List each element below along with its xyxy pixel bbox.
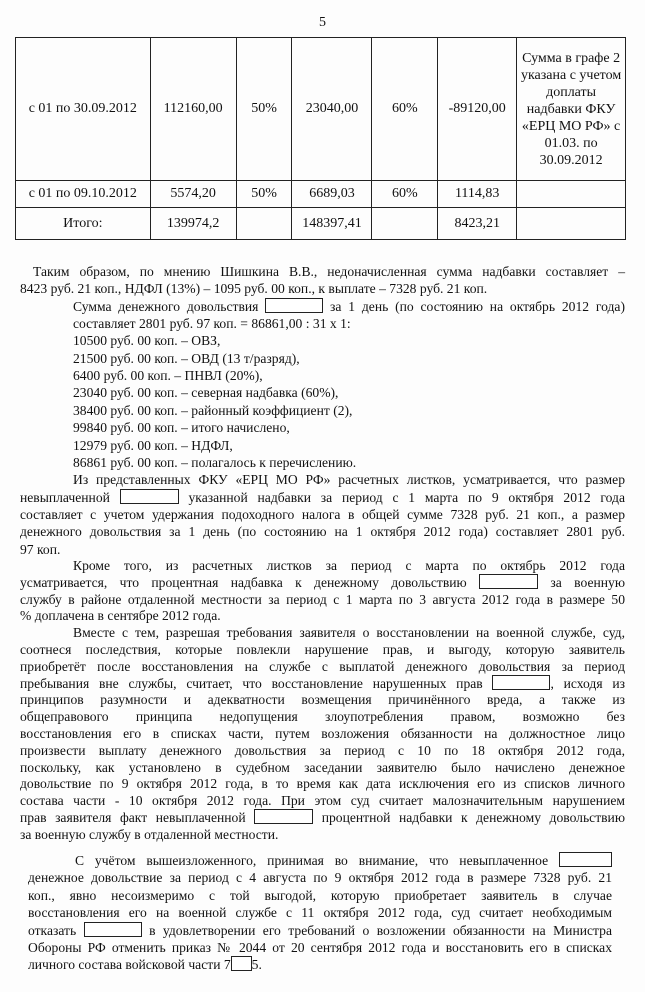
payment-table bbox=[15, 37, 626, 240]
text-segment: Сумма денежного довольствия bbox=[73, 298, 266, 314]
text-segment: С учётом вышеизложенного, принимая во внимание, что невыплаченное bbox=[75, 853, 559, 868]
text-segment: 38400 руб. 00 коп. – районный коэффициент (2), bbox=[73, 402, 353, 418]
text-segment: личного состава войсковой части 7 bbox=[28, 957, 231, 973]
total-label-cell: Итого: bbox=[16, 208, 151, 240]
text-segment: 5. bbox=[251, 957, 262, 973]
text-segment: за 1 день (по состоянию на октябрь 2012 года) bbox=[323, 298, 625, 314]
text-segment: довольствие по 9 октября 2012 года, в то время как дата исключения его из списков личного bbox=[20, 776, 625, 792]
text-line bbox=[28, 904, 612, 921]
text-segment: 99840 руб. 00 коп. – итого начислено, bbox=[73, 420, 290, 436]
note-cell bbox=[517, 181, 626, 208]
text-line bbox=[20, 574, 625, 591]
amount-cell: 139974,2 bbox=[150, 208, 236, 240]
text-line bbox=[73, 471, 625, 488]
table-row bbox=[16, 181, 626, 208]
difference-cell: 1114,83 bbox=[438, 181, 517, 208]
text-segment: 8423 руб. 21 коп., НДФЛ (13%) – 1095 руб. 00 коп., к выплате – 7328 руб. 21 коп. bbox=[20, 281, 488, 297]
redacted-name-box bbox=[120, 489, 179, 504]
text-line bbox=[73, 437, 625, 454]
text-line bbox=[20, 541, 625, 558]
text-segment: 86861 руб. 00 коп. – полагалось к перечислению. bbox=[73, 454, 357, 470]
text-line bbox=[20, 708, 625, 725]
redacted-name-box bbox=[231, 956, 252, 971]
text-line bbox=[20, 792, 625, 809]
text-segment: поскольку, как установлено в судебном заседании заявителю было начислено денежное bbox=[20, 759, 625, 775]
text-line bbox=[73, 557, 625, 574]
text-segment: процентной надбавки к денежному довольствию bbox=[313, 810, 625, 825]
text-segment: состава части - 10 октября 2012 года. При этом суд считает малозначительным нарушением bbox=[20, 793, 625, 809]
text-segment: Вместе с тем, разрешая требования заявителя о восстановлении на военной службе, суд, bbox=[73, 625, 625, 641]
text-segment: Кроме того, из расчетных листков за период с марта по октябрь 2012 года bbox=[73, 558, 625, 573]
text-segment: денежное довольствие за период с 4 августа по 9 октября 2012 года в размере 7328 руб. 21 bbox=[28, 870, 612, 886]
text-line bbox=[73, 332, 625, 349]
text-line bbox=[33, 263, 625, 280]
text-segment: составляет с учетом удержания подоходного налога в общей сумме 7328 руб. 21 коп., а размер bbox=[20, 506, 625, 522]
note-cell: Сумма в графе 2 указана с учетом доплаты надбавки ФКУ «ЕРЦ МО РФ» с 01.03. по 30.09.2012 bbox=[517, 38, 626, 181]
text-segment: составляет 2801 руб. 97 коп. = 86861,00 : 31 х 1: bbox=[73, 316, 351, 332]
text-segment: службу в районе отдаленной местности за период с 1 марта по 3 августа 2012 года в размере 50 bbox=[20, 591, 625, 607]
text-segment: усматривается, что процентная надбавка к денежному довольствию bbox=[20, 574, 480, 590]
amount-cell: 23040,00 bbox=[292, 38, 372, 181]
amount-cell: 5574,20 bbox=[150, 181, 236, 208]
redacted-name-box bbox=[492, 675, 550, 690]
text-line bbox=[73, 367, 625, 384]
text-line bbox=[20, 759, 625, 776]
text-segment: 23040 руб. 00 коп. – северная надбавка (60%), bbox=[73, 385, 339, 401]
amount-cell: 148397,41 bbox=[292, 208, 372, 240]
text-line bbox=[20, 725, 625, 742]
text-line bbox=[73, 402, 625, 419]
text-line bbox=[28, 887, 612, 904]
table-row-total bbox=[16, 208, 626, 240]
text-line bbox=[20, 691, 625, 708]
text-segment: за военную службу в отдаленной местности. bbox=[20, 826, 279, 842]
text-line bbox=[28, 939, 612, 956]
percent-cell: 50% bbox=[236, 181, 292, 208]
text-segment: восстановления его на военной службе с 11 октября 2012 года, суд считает необходимым bbox=[28, 905, 612, 921]
text-line bbox=[73, 298, 625, 315]
text-segment: восстановления его в списках части, путем возложения обязанности на должностное лицо bbox=[20, 726, 625, 741]
text-segment: % доплачена в сентябре 2012 года. bbox=[20, 608, 221, 624]
redacted-name-box bbox=[479, 574, 538, 589]
period-cell: с 01 по 09.10.2012 bbox=[16, 181, 151, 208]
redacted-name-box bbox=[559, 852, 612, 867]
difference-cell: -89120,00 bbox=[438, 38, 517, 181]
difference-cell: 8423,21 bbox=[438, 208, 517, 240]
percent-cell bbox=[372, 208, 438, 240]
text-line bbox=[20, 809, 625, 826]
text-line bbox=[20, 658, 625, 675]
text-segment: произвести выплату денежного довольствия за период с 10 по 18 октября 2012 года, bbox=[20, 742, 625, 758]
text-line bbox=[73, 454, 625, 471]
text-segment: принципов разумности и адекватности возмещения причинённого вреда, а также из bbox=[20, 692, 625, 708]
redacted-name-box bbox=[254, 809, 313, 824]
text-line bbox=[20, 775, 625, 792]
text-line bbox=[28, 956, 612, 973]
text-segment: за военную bbox=[538, 574, 625, 590]
amount-cell: 112160,00 bbox=[150, 38, 236, 181]
text-line bbox=[20, 742, 625, 759]
text-line bbox=[20, 489, 625, 506]
text-line bbox=[75, 852, 612, 869]
text-segment: общеправового принципа недопущения злоупотребления правом, возможно без bbox=[20, 709, 625, 725]
text-line bbox=[20, 607, 625, 624]
text-line bbox=[28, 922, 612, 939]
text-line bbox=[73, 350, 625, 367]
text-segment: 97 коп. bbox=[20, 541, 61, 557]
text-line bbox=[20, 506, 625, 523]
text-segment: невыплаченной bbox=[20, 489, 120, 505]
page-number: 5 bbox=[319, 15, 326, 30]
text-segment: пребывания вне службы, считает, что восстановление нарушенных прав bbox=[20, 675, 493, 691]
text-line bbox=[20, 641, 625, 658]
redacted-name-box bbox=[84, 922, 142, 937]
text-segment: 10500 руб. 00 коп. – ОВЗ, bbox=[73, 333, 221, 349]
percent-cell: 50% bbox=[236, 38, 292, 181]
text-segment: 6400 руб. 00 коп. – ПНВЛ (20%), bbox=[73, 368, 263, 384]
text-line bbox=[20, 826, 625, 843]
text-segment: , исходя из bbox=[550, 675, 626, 691]
text-line bbox=[73, 384, 625, 401]
text-line bbox=[20, 523, 625, 540]
text-segment: Таким образом, по мнению Шишкина В.В., недоначисленная сумма надбавки составляет – bbox=[33, 264, 625, 279]
text-segment: прав заявителя факт невыплаченной bbox=[20, 810, 255, 825]
text-segment: коп., явно несоизмеримо с той выгодой, которую приобретает заявитель в случае bbox=[28, 887, 612, 903]
text-segment: приобретёт после восстановления на службе с выплатой денежного довольствия за период bbox=[20, 658, 625, 674]
text-line bbox=[73, 624, 625, 641]
text-segment: соотнеся последствия, которые повлекли нарушение прав, и выгоду, которую заявитель bbox=[20, 642, 625, 657]
text-segment: отказать bbox=[28, 922, 84, 938]
text-line bbox=[73, 419, 625, 436]
text-segment: в удовлетворении его требований о возложении обязанности на Министра bbox=[141, 922, 612, 938]
text-segment: указанной надбавки за период с 1 марта по 9 октября 2012 года bbox=[178, 489, 625, 505]
text-line bbox=[20, 280, 625, 297]
text-segment: 12979 руб. 00 коп. – НДФЛ, bbox=[73, 437, 233, 453]
text-segment: денежного довольствия за 1 день (по состоянию на 1 октября 2012 года) составляет 2801 руб. bbox=[20, 524, 625, 540]
table-row bbox=[16, 38, 626, 181]
text-segment: Обороны РФ отменить приказ № 2044 от 20 сентября 2012 года и восстановить его в списках bbox=[28, 940, 612, 955]
percent-cell bbox=[236, 208, 292, 240]
percent-cell: 60% bbox=[372, 181, 438, 208]
amount-cell: 6689,03 bbox=[292, 181, 372, 208]
text-line bbox=[20, 591, 625, 608]
text-segment: 21500 руб. 00 коп. – ОВД (13 т/разряд), bbox=[73, 350, 300, 366]
text-line bbox=[20, 675, 625, 692]
text-line bbox=[28, 869, 612, 886]
text-line bbox=[73, 315, 625, 332]
percent-cell: 60% bbox=[372, 38, 438, 181]
text-segment: Из представленных ФКУ «ЕРЦ МО РФ» расчетных листков, усматривается, что размер bbox=[73, 472, 625, 488]
period-cell: с 01 по 30.09.2012 bbox=[16, 38, 151, 181]
note-cell bbox=[517, 208, 626, 240]
redacted-name-box bbox=[265, 298, 323, 313]
